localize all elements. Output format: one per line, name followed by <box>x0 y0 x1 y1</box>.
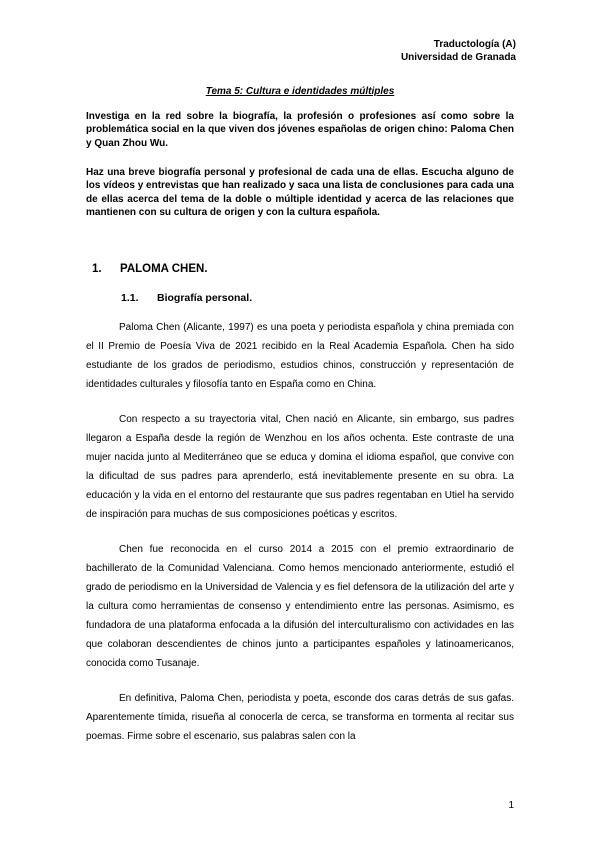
page-header <box>401 38 516 64</box>
header-university: Universidad de Granada <box>400 52 516 63</box>
page-number: 1 <box>508 800 514 811</box>
section-heading <box>92 263 208 275</box>
section-number: 1. <box>92 263 102 275</box>
subsection-heading <box>121 292 252 304</box>
header-course: Traductología (A) <box>433 39 516 50</box>
body-paragraph: En definitiva, Paloma Chen, periodista y poeta, esconde dos caras detrás de sus gafas. Aparentemente tímida, risueña al conocerla de cerca, se transforma en tormenta al recitar sus poemas. Firme sobre el escenario, sus palabras salen con la <box>86 693 514 742</box>
body-paragraph: Paloma Chen (Alicante, 1997) es una poeta y periodista española y china premiada con el II Premio de Poesía Viva de 2021 recibido en la Real Academia Española. Chen ha sido estudiante de los grados de periodismo, estudios chinos, construcción y representación de identidades culturales y filosofía tanto en España como en China. <box>86 322 514 390</box>
body-text <box>86 318 514 762</box>
document-title: Tema 5: Cultura e identidades múltiples <box>205 86 395 97</box>
subsection-title: Biografía personal. <box>157 292 253 304</box>
body-paragraph: Chen fue reconocida en el curso 2014 a 2015 con el premio extraordinario de bachillerato de la Comunidad Valenciana. Como hemos mencionado anteriormente, estudió el grado de periodismo en la Universidad de Valencia y es fiel defensora de la utilización del arte y la cultura como herramientas de consenso y entendimiento entre las personas. Asimismo, es fundadora de una plataforma enfocada a la difusión del interculturalismo con actividades en las que colaboran descendientes de chinos junto a participantes españoles y latinoamericanos, conocida como Tusanaje. <box>86 544 514 669</box>
section-title: PALOMA CHEN. <box>120 263 208 275</box>
instruction-paragraph: Investiga en la red sobre la biografía, la profesión o profesiones así como sobre la problemática social en la que viven dos jóvenes españolas de origen chino: Paloma Chen y Quan Zhou Wu. <box>86 111 514 149</box>
subsection-number: 1.1. <box>121 292 139 304</box>
body-paragraph: Con respecto a su trayectoria vital, Chen nació en Alicante, sin embargo, sus padres llegaron a España desde la región de Wenzhou en los años ochenta. Este contraste de una mujer nacida junto al Mediterráneo que se educa y domina el idioma español, que convive con la dificultad de sus padres para aprenderlo, está inevitablemente presente en su obra. La educación y la vida en el entorno del restaurante que sus padres regentaban en Utiel ha servido de inspiración para muchas de sus composiciones poéticas y escritos. <box>86 414 514 520</box>
instruction-paragraph: Haz una breve biografía personal y profesional de cada una de ellas. Escucha alguno de los vídeos y entrevistas que han realizado y saca una lista de conclusiones para cada una de ellas acerca del tema de la doble o múltiple identidad y acerca de las relaciones que mantienen con su cultura de origen y con la cultura española. <box>86 167 514 219</box>
